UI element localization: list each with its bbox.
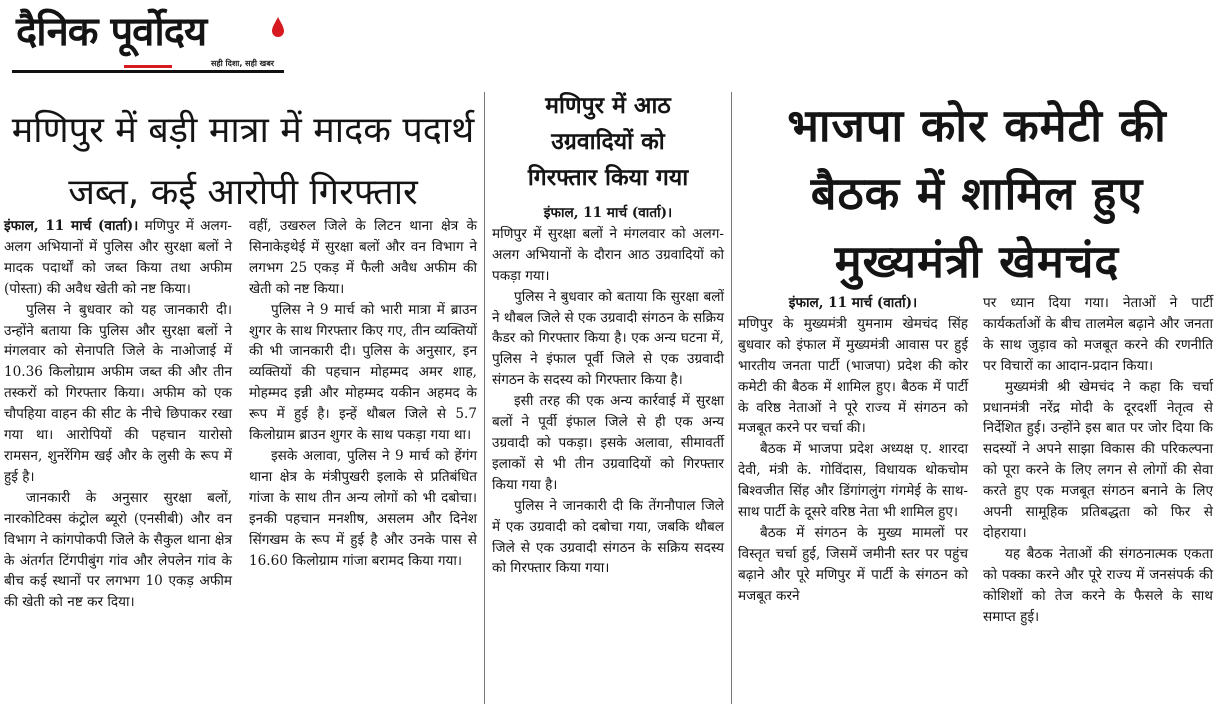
story2-headline-line1: मणिपुर में आठ: [545, 93, 671, 119]
story2-headline-line2: उग्रवादियों को: [551, 129, 665, 155]
story1-column-2: [249, 216, 477, 571]
story1-column-1: [4, 216, 232, 613]
divider-story2-story3: [731, 92, 732, 704]
story3-paragraph: यह बैठक नेताओं की संगठनात्मक एकता को पक्का करने और पूरे राज्य में जनसंपर्क की कोशिशों को तेज करने के फैसले के साथ समाप्त हुई।: [983, 545, 1213, 625]
divider-story1-story2: [484, 92, 485, 704]
masthead-title: दैनिक पूर्वोदय: [16, 9, 207, 55]
story1-headline-line1: मणिपुर में बड़ी मात्रा में मादक पदार्थ: [11, 110, 475, 151]
masthead-drop-icon: [270, 16, 286, 38]
story3-headline-line3: मुख्यमंत्री खेमचंद: [834, 235, 1120, 288]
story1-headline: [6, 100, 480, 224]
story3-paragraph: मणिपुर के मुख्यमंत्री युमनाम खेमचंद सिंह बुधवार को इंफाल में मुख्यमंत्री आवास पर हुई भारतीय जनता पार्टी (भाजपा) प्रदेश की कोर कमेटी की बैठक में शामिल हुए। बैठक में पार्टी के वरिष्ठ नेताओं ने पूरे राज्य में संगठन को मजबूत करने पर चर्चा की।: [738, 315, 968, 437]
story2-paragraph: इसी तरह की एक अन्य कार्रवाई में सुरक्षा बलों ने पूर्वी इंफाल जिले से ही एक अन्य उग्रवादी को पकड़ा। इसके अलावा, सीमावर्ती इलाकों से भी तीन उग्रवादियों को गिरफ्तार किया गया है।: [492, 393, 724, 493]
story2-paragraph: पुलिस ने जानकारी दी कि तेंगनौपाल जिले में एक उग्रवादी को दबोचा गया, जबकि थौबल जिले से एक उग्रवादी संगठन के सक्रिय सदस्य को गिरफ्तार किया गया।: [492, 497, 724, 577]
story3-headline-line2: बैठक में शामिल हुए: [810, 167, 1144, 220]
story1-headline-line2: जब्त, कई आरोपी गिरफ्तार: [68, 172, 418, 213]
story2-dateline: इंफाल, 11 मार्च (वार्ता)।: [543, 205, 673, 221]
story2-paragraph: मणिपुर में सुरक्षा बलों ने मंगलवार को अलग-अलग अभियानों के दौरान आठ उग्रवादियों को पकड़ा गया।: [492, 225, 724, 284]
story2-headline-line3: गिरफ्तार किया गया: [527, 165, 689, 191]
masthead: [12, 6, 284, 74]
masthead-slogan: सही दिशा, सही खबर: [211, 59, 275, 68]
story2-paragraph: पुलिस ने बुधवार को बताया कि सुरक्षा बलों ने थौबल जिले से एक उग्रवादी संगठन के सक्रिय कैडर को गिरफ्तार किया है। एक अन्य घटना में, पुलिस ने इंफाल पूर्वी जिले से एक उग्रवादी संगठन के सदस्य को गिरफ्तार किया है।: [492, 288, 724, 389]
story1-paragraph: जानकारी के अनुसार सुरक्षा बलों, नारकोटिक्स कंट्रोल ब्यूरो (एनसीबी) और वन विभाग ने कांगपोकपी जिले के सैकुल थाना क्षेत्र के अंतर्गत टिंगपीबुंग गांव और लेपलेन गांव के बीच कई स्थानों पर लगभग 10 एकड़ अफीम की खेती को नष्ट कर दिया।: [4, 489, 232, 611]
story1-paragraph: इसके अलावा, पुलिस ने 9 मार्च को हेंगंग थाना क्षेत्र के मंत्रीपुखरी इलाके से प्रतिबंधित गांजा के साथ तीन अन्य लोगों को भी दबोचा। इनकी पहचान मनशीष, असलम और दिनेश सिंगखम के रूप में हुई है और उनके पास से 16.60 किलोग्राम गांजा बरामद किया गया।: [249, 447, 477, 569]
story3-column-1: [738, 293, 968, 607]
story2-dateline-line: [492, 203, 724, 224]
story1-paragraph: वहीं, उखरुल जिले के लिटन थाना क्षेत्र के सिनाकेइथेई में सुरक्षा बलों और वन विभाग ने लगभग 25 एकड़ में फैली अवैध अफीम की खेती को नष्ट किया।: [249, 218, 477, 297]
story3-headline-line1: भाजपा कोर कमेटी की: [787, 99, 1167, 152]
masthead-accent-bar: [124, 65, 172, 68]
story3-paragraph: बैठक में संगठन के मुख्य मामलों पर विस्तृत चर्चा हुई, जिसमें जमीनी स्तर पर पहुंच बढ़ाने और पूरे मणिपुर में पार्टी के संगठन को मजबूत करने: [738, 524, 968, 604]
story3-paragraph: पर ध्यान दिया गया। नेताओं ने पार्टी कार्यकर्ताओं के बीच तालमेल बढ़ाने और जनता के साथ जुड़ाव को मजबूत करने की रणनीति पर विचारों का आदान-प्रदान किया।: [983, 295, 1213, 374]
story1-paragraph: पुलिस ने 9 मार्च को भारी मात्रा में ब्राउन शुगर के साथ गिरफ्तार किए गए, तीन व्यक्तियों की भी जानकारी दी। पुलिस के अनुसार, इन व्यक्तियों की पहचान मोहम्मद अमर शाह, मोहम्मद इन्नी और मोहम्मद यकीन अहमद के रूप में हुई है। इन्हें थौबल जिले से 5.7 किलोग्राम ब्राउन शुगर के साथ पकड़ा गया था।: [249, 301, 477, 444]
story2-headline: [488, 88, 728, 196]
story2-column: [492, 203, 724, 579]
story3-paragraph: बैठक में भाजपा प्रदेश अध्यक्ष ए. शारदा देवी, मंत्री के. गोविंदास, विधायक थोकचोम बिश्वजीत सिंह और डिंगांगलुंग गंगमेई के साथ-साथ पार्टी के दूसरे वरिष्ठ नेता भी शामिल हुए।: [738, 441, 968, 521]
masthead-rule: [12, 70, 284, 73]
story3-dateline: इंफाल, 11 मार्च (वार्ता)।: [788, 295, 918, 311]
story1-paragraph: इंफाल, 11 मार्च (वार्ता)। मणिपुर में अलग-अलग अभियानों में पुलिस और सुरक्षा बलों ने मादक पदार्थों को जब्त किया तथा अफीम (पोस्ता) की अवैध खेती को नष्ट किया।: [4, 218, 232, 297]
story3-column-2: [983, 293, 1213, 628]
story1-paragraph: पुलिस ने बुधवार को यह जानकारी दी। उन्होंने बताया कि पुलिस और सुरक्षा बलों ने मंगलवार को सेनापति जिले के नाओजाई में 10.36 किलोग्राम अफीम जब्त की और तीन तस्करों को गिरफ्तार किया। अफीम को एक चौपहिया वाहन की सीट के नीचे छिपाकर रखा गया था। आरोपियों की पहचान यारोसो रामसन, शुनरेंगिम खई और के लुसी के रूप में हुई है।: [4, 301, 232, 485]
story1-dateline: इंफाल, 11 मार्च (वार्ता)।: [4, 218, 139, 234]
story3-headline: [738, 92, 1216, 296]
story3-paragraph: मुख्यमंत्री श्री खेमचंद ने कहा कि चर्चा प्रधानमंत्री नरेंद्र मोदी के दूरदर्शी नेतृत्व से निर्देशित हुई। उन्होंने इस बात पर जोर दिया कि सदस्यों ने अपने साझा विकास की परिकल्पना को पूरा करने के लिए लगन से लोगों की सेवा करते हुए एक मजबूत संगठन बनाने के लिए अपनी सामूहिक प्रतिबद्धता को फिर से दोहराया।: [983, 378, 1213, 541]
story3-dateline-line: [738, 293, 968, 314]
